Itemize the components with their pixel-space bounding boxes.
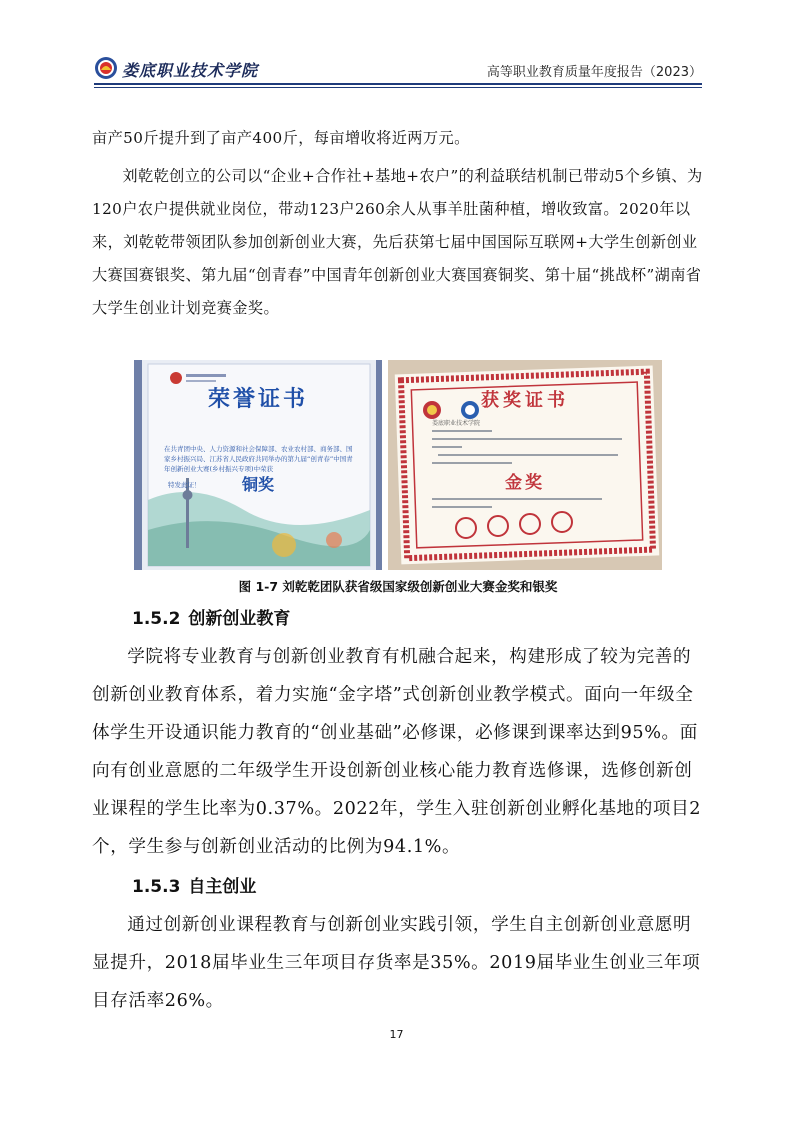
certificate-gold-title: 获奖证书 xyxy=(481,390,569,411)
certificate-photo-bronze xyxy=(134,360,382,570)
section-body-1-5-2: 学院将专业教育与创新创业教育有机融合起来，构建形成了较为完善的创新创业教育体系，着力实施“金字塔”式创新创业教学模式。面向一年级全体学生开设通识能力教育的“创业基础”必修课，必修课到课率达到95%。面向有创业意愿的二年级学生开设创新创业核心能力教育选修课，选修创新创业课程的学生比率为0.37%。2022年，学生入驻创新创业孵化基地的项目2个，学生参与创新创业活动的比例为94.1%。 xyxy=(92,647,702,857)
section-heading-1-5-2 xyxy=(132,604,290,629)
section-heading-1-5-3 xyxy=(132,872,256,897)
header-divider-thin xyxy=(94,87,702,88)
page-header xyxy=(94,56,702,82)
school-name: 娄底职业技术学院 xyxy=(122,61,259,80)
section-number: 1.5.3 xyxy=(132,877,181,897)
report-title: 高等职业教育质量年度报告（2023） xyxy=(486,65,702,80)
page-number: 17 xyxy=(389,1028,404,1041)
section-title: 自主创业 xyxy=(188,877,257,897)
paragraph-continuation: 亩产50斤提升到了亩产400斤，每亩增收将近两万元。 xyxy=(92,129,470,147)
certificate-photo-gold xyxy=(388,360,662,570)
certificate-bronze-title: 荣誉证书 xyxy=(207,387,308,412)
section-title: 创新创业教育 xyxy=(188,609,291,629)
certificate-bronze-award: 铜奖 xyxy=(241,475,274,494)
section-body-1-5-3: 通过创新创业课程教育与创新创业实践引领，学生自主创新创业意愿明显提升，2018届毕业生三年项目存货率是35%。2019届毕业生创业三年项目存活率26%。 xyxy=(92,915,701,1011)
school-logo-icon xyxy=(94,56,118,80)
section-number: 1.5.2 xyxy=(132,609,181,629)
certificate-gold-school: 娄底职业技术学院 xyxy=(432,420,481,427)
certificate-gold-award: 金奖 xyxy=(505,473,545,493)
header-divider xyxy=(94,83,702,85)
paragraph-liu-qianqian: 刘乾乾创立的公司以“企业+合作社+基地+农户”的利益联结机制已带动5个乡镇、为120户农户提供就业岗位，带动123户260余人从事羊肚菌种植，增收致富。2020年以来，刘乾乾带领团队参加创新创业大赛，先后获第七届中国国际互联网+大学生创新创业大赛国赛银奖、第九届“创青春”中国青年创新创业大赛国赛铜奖、第十届“挑战杯”湖南省大学生创业计划竞赛金奖。 xyxy=(92,167,703,317)
figure-caption: 图 1-7 刘乾乾团队获省级国家级创新创业大赛金奖和银奖 xyxy=(238,579,558,594)
certificate-bronze-closing: 特发此证！ xyxy=(168,481,201,489)
certificate-bronze-body: 在共青团中央、人力资源和社会保障部、农业农村部、商务部、国家乡村振兴局、江苏省人民政府共同举办的第九届“创青春”中国青年创新创业大赛(乡村振兴专项)中荣获 xyxy=(164,445,353,473)
